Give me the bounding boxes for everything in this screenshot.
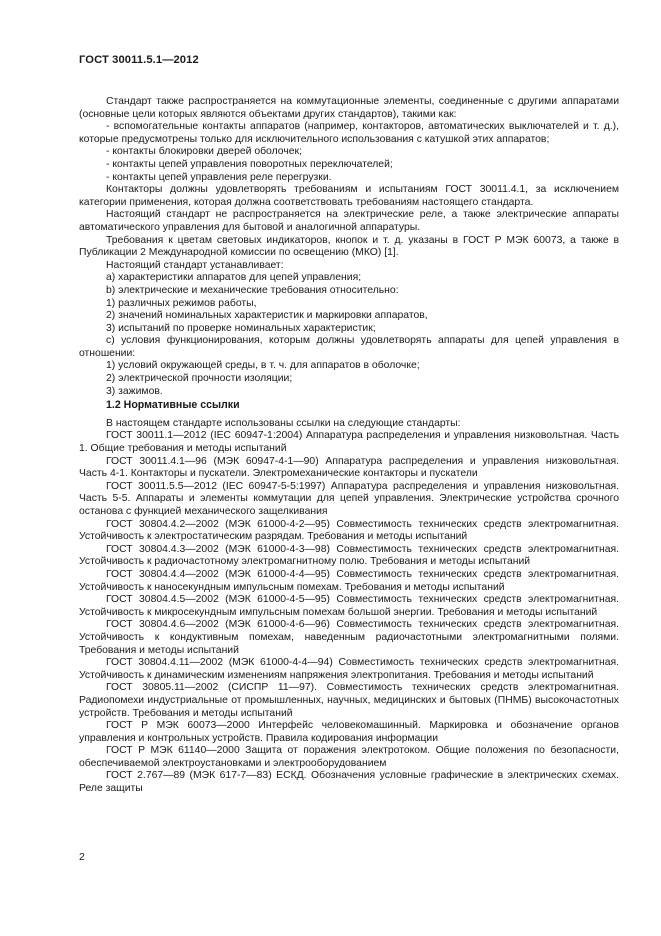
page-number: 2 (79, 852, 85, 863)
paragraph: Настоящий стандарт устанавливает: (106, 259, 284, 271)
reference-item: ГОСТ 30804.4.6—2002 (МЭК 61000-4-6—96) Совместимость технических средств электромагнитная. Устойчивость к кондуктивным помехам, наведенным радиочастотными электромагнитными полями. Требования и методы испытаний (79, 619, 619, 656)
list-item: 2) электрической прочности изоляции; (106, 373, 293, 385)
reference-item: ГОСТ 30804.4.11—2002 (МЭК 61000-4-4—94) Совместимость технических средств электромагнитная. Устойчивость к динамическим изменениям напряжения электропитания. Требования и методы испытаний (79, 657, 619, 681)
reference-item: ГОСТ 30805.11—2002 (СИСПР 11—97). Совместимость технических средств электромагнитная. Радиопомехи индустриальные от промышленных, научных, медицинских и бытовых (ПНМБ) высокочастотных устройств. Требования и методы испытаний (79, 682, 619, 719)
reference-item: ГОСТ 30804.4.4—2002 (МЭК 61000-4-4—95) Совместимость технических средств электромагнитная. Устойчивость к наносекундным импульсным помехам. Требования и методы испытаний (79, 568, 619, 593)
list-item: - контакты цепей управления реле перегрузки. (106, 171, 332, 183)
reference-item: ГОСТ 30011.5.5—2012 (IEC 60947-5-5:1997) Аппаратура распределения и управления низковольтная. Часть 5-5. Аппараты и элементы коммутации для цепей управления. Электрические устройства срочного останова с функцией механического защелкивания (79, 480, 619, 517)
reference-item: ГОСТ 30011.1—2012 (IEC 60947-1:2004) Аппаратура распределения и управления низковольтная. Часть 1. Общие требования и методы испытаний (79, 430, 619, 455)
reference-item: ГОСТ 2.767—89 (МЭК 617-7—83) ЕСКД. Обозначения условные графические в электрических схемах. Реле защиты (79, 770, 619, 795)
list-item: 3) зажимов. (106, 385, 163, 397)
document-header: ГОСТ 30011.5.1—2012 (79, 54, 199, 66)
paragraph: В настоящем стандарте использованы ссылки на следующие стандарты: (106, 417, 461, 429)
reference-item: ГОСТ 30804.4.5—2002 (МЭК 61000-4-5—95) Совместимость технических средств электромагнитная. Устойчивость к микросекундным импульсным помехам большой энергии. Требования и методы испытаний (79, 594, 619, 618)
list-item: а) характеристики аппаратов для цепей управления; (106, 272, 362, 284)
list-item: 3) испытаний по проверке номинальных характеристик; (106, 322, 376, 334)
reference-item: ГОСТ 30804.4.2—2002 (МЭК 61000-4-2—95) Совместимость технических средств электромагнитная. Устойчивость к электростатическим разрядам. Требования и методы испытаний (79, 518, 619, 543)
list-item: - контакты блокировки дверей оболочек; (106, 146, 302, 158)
reference-item: ГОСТ 30011.4.1—96 (МЭК 60947-4-1—90) Аппаратура распределения и управления низковольтная. Часть 4-1. Контакторы и пускатели. Электромеханические контакторы и пускатели (79, 455, 619, 480)
paragraph: Требования к цветам световых индикаторов, кнопок и т. д. указаны в ГОСТ Р МЭК 60073, а также в Публикации 2 Международной комиссии по освещению (МКО) [1]. (79, 234, 619, 259)
list-item: b) электрические и механические требования относительно: (106, 284, 399, 296)
section-title: 1.2 Нормативные ссылки (106, 399, 240, 412)
reference-item: ГОСТ Р МЭК 60073—2000 Интерфейс человекомашинный. Маркировка и обозначение органов управления и контрольных устройств. Правила кодирования информации (79, 720, 619, 744)
list-item: - вспомогательные контакты аппаратов (например, контакторов, автоматических выключателей и т. д.), которые предусмотрены только для исключительного использования с катушкой этих аппаратов; (79, 121, 619, 145)
paragraph: Стандарт также распространяется на коммутационные элементы, соединенные с другими аппаратами (основные цели которых являются объектами других стандартов), такими как: (79, 96, 619, 120)
paragraph: Настоящий стандарт не распространяется на электрические реле, а также электрические аппараты автоматического управления для бытовой и аналогичной аппаратуры. (79, 209, 619, 233)
list-item: 1) различных режимов работы, (106, 297, 257, 309)
list-item: 1) условий окружающей среды, в т. ч. для аппаратов в оболочке; (106, 360, 420, 372)
reference-item: ГОСТ Р МЭК 61140—2000 Защита от поражения электротоком. Общие положения по безопасности, обеспечиваемой электроустановками и электрооборудованием (79, 745, 619, 769)
list-item: c) условия функционирования, которым должны удовлетворять аппараты для цепей управления в отношении: (79, 335, 619, 359)
list-item: 2) значений номинальных характеристик и маркировки аппаратов, (106, 310, 428, 322)
paragraph: Контакторы должны удовлетворять требованиям и испытаниям ГОСТ 30011.4.1, за исключением категории применения, которая должна соответствовать требованиям настоящего стандарта. (79, 184, 619, 208)
list-item: - контакты цепей управления поворотных переключателей; (106, 158, 393, 170)
document-body (79, 96, 619, 796)
reference-item: ГОСТ 30804.4.3—2002 (МЭК 61000-4-3—98) Совместимость технических средств электромагнитная. Устойчивость к радиочастотному электромагнитному полю. Требования и методы испытаний (79, 543, 619, 568)
